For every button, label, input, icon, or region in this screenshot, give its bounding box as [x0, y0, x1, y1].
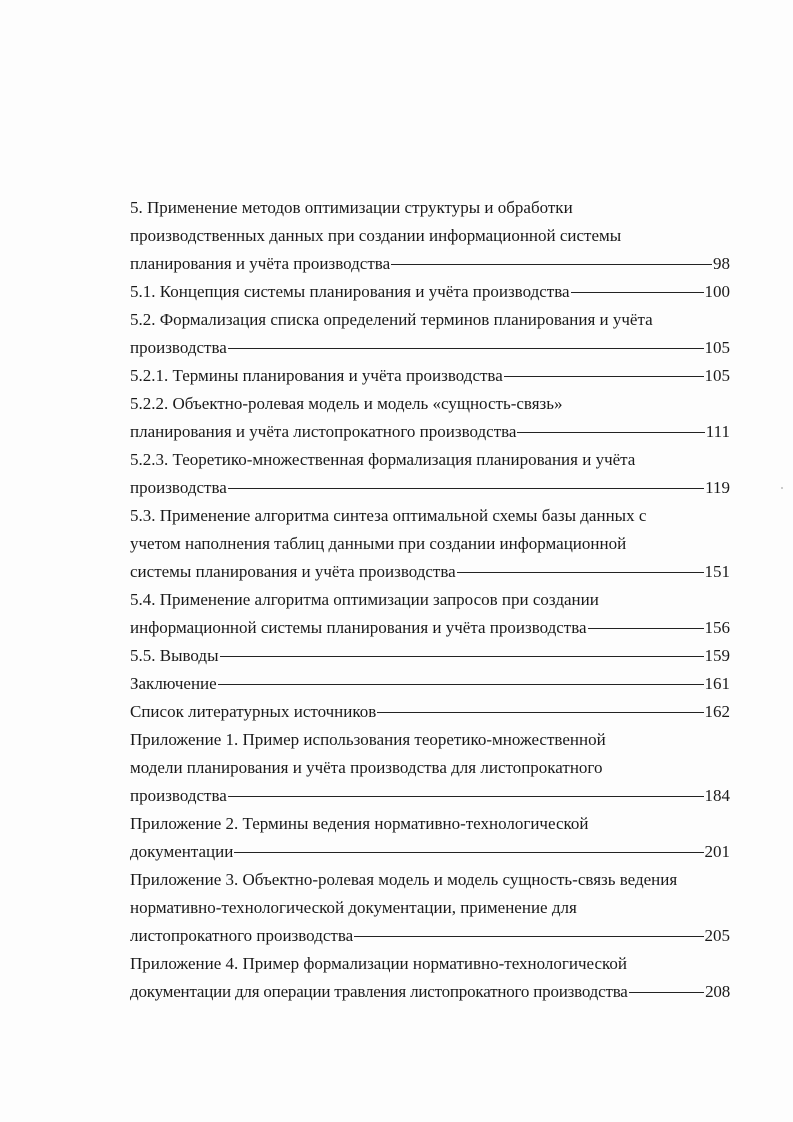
- toc-entry: [130, 866, 730, 950]
- toc-entry-line: 5.2.3. Теоретико-множественная формализация планирования и учёта: [130, 450, 636, 469]
- toc-leader-line: [228, 488, 704, 489]
- toc-entry-line: модели планирования и учёта производства для листопрокатного: [130, 758, 603, 777]
- toc-entry-title: информационной системы планирования и учёта производства: [130, 618, 587, 637]
- toc-entry-line: 5.2. Формализация списка определений терминов планирования и учёта: [130, 310, 653, 329]
- toc-entry-line: Приложение 3. Объектно-ролевая модель и модель сущность-связь ведения: [130, 870, 678, 889]
- toc-entry-line: 5.2.2. Объектно-ролевая модель и модель «сущность-связь»: [130, 394, 563, 413]
- toc-entry-title: листопрокатного производства: [130, 926, 354, 945]
- toc-entry-last-line: [130, 642, 730, 670]
- toc-entry: [130, 446, 730, 502]
- toc-page-number: 151: [704, 562, 730, 581]
- toc-entry-last-line: [130, 614, 730, 642]
- toc-page-number: 201: [704, 842, 730, 861]
- toc-entry-title: 5.2.1. Термины планирования и учёта производства: [130, 366, 503, 385]
- toc-entry-line: нормативно-технологической документации, применение для: [130, 898, 577, 917]
- toc-entry-line: Приложение 2. Термины ведения нормативно-технологической: [130, 814, 589, 833]
- toc-entry: [130, 278, 730, 306]
- toc-entry-last-line: [130, 838, 730, 866]
- toc-entry: [130, 502, 730, 586]
- toc-entry-line: 5.4. Применение алгоритма оптимизации запросов при создании: [130, 590, 599, 609]
- toc-page-number: 208: [705, 982, 730, 1001]
- toc-entry: [130, 642, 730, 670]
- toc-entry: [130, 670, 730, 698]
- toc-entry: [130, 726, 730, 810]
- toc-page-number: 159: [704, 646, 730, 665]
- toc-entry: [130, 390, 730, 446]
- toc-entry-last-line: [130, 782, 730, 810]
- toc-entry: [130, 306, 730, 362]
- toc-entry-last-line: [130, 362, 730, 390]
- toc-page-number: 161: [704, 674, 730, 693]
- toc-page-number: 119: [705, 478, 730, 497]
- toc-leader-line: [218, 684, 704, 685]
- toc-entry-title: производства: [130, 478, 227, 497]
- toc-leader-line: [629, 992, 704, 993]
- toc-entry-last-line: [130, 978, 730, 1006]
- toc-entry-title: документации: [130, 842, 234, 861]
- toc-leader-line: [457, 572, 704, 573]
- toc-entry-line: 5.3. Применение алгоритма синтеза оптимальной схемы базы данных с: [130, 506, 647, 525]
- toc-entry-last-line: [130, 474, 730, 502]
- toc-entry-line: производственных данных при создании информационной системы: [130, 226, 622, 245]
- toc-leader-line: [517, 432, 704, 433]
- toc-entry: [130, 586, 730, 642]
- toc-entry-title: производства: [130, 786, 227, 805]
- toc-entry-last-line: [130, 334, 730, 362]
- toc-page-number: 205: [704, 926, 730, 945]
- toc-entry-last-line: [130, 698, 730, 726]
- toc-entry-title: планирования и учёта листопрокатного производства: [130, 422, 517, 441]
- toc-leader-line: [228, 348, 704, 349]
- toc-page-number: 111: [705, 422, 730, 441]
- toc-entry-title: документации для операции травления листопрокатного производства: [130, 982, 628, 1001]
- toc-entry: [130, 362, 730, 390]
- toc-leader-line: [391, 264, 712, 265]
- scan-speck: [781, 487, 783, 489]
- toc-leader-line: [377, 712, 703, 713]
- toc-entry-last-line: [130, 418, 730, 446]
- toc-page-number: 98: [713, 254, 730, 273]
- toc-entry-line: Приложение 1. Пример использования теоретико-множественной: [130, 730, 606, 749]
- toc-leader-line: [228, 796, 704, 797]
- toc-entry-title: системы планирования и учёта производства: [130, 562, 456, 581]
- toc-leader-line: [504, 376, 704, 377]
- toc-page-number: 105: [704, 338, 730, 357]
- toc-leader-line: [234, 852, 703, 853]
- toc-page-number: 100: [704, 282, 730, 301]
- toc-entry-line: Приложение 4. Пример формализации нормативно-технологической: [130, 954, 628, 973]
- toc-entry: [130, 810, 730, 866]
- toc-page-number: 162: [704, 702, 730, 721]
- toc-leader-line: [220, 656, 704, 657]
- toc-entry-title: 5.1. Концепция системы планирования и учёта производства: [130, 282, 570, 301]
- toc-page-number: 156: [704, 618, 730, 637]
- toc-entry-last-line: [130, 278, 730, 306]
- toc-entry-last-line: [130, 922, 730, 950]
- toc-leader-line: [354, 936, 703, 937]
- table-of-contents: [130, 194, 730, 1006]
- toc-entry-last-line: [130, 250, 730, 278]
- toc-entry-last-line: [130, 670, 730, 698]
- toc-leader-line: [571, 292, 704, 293]
- toc-entry: [130, 950, 730, 1006]
- toc-leader-line: [588, 628, 704, 629]
- toc-entry-title: Список литературных источников: [130, 702, 377, 721]
- toc-entry-title: 5.5. Выводы: [130, 646, 219, 665]
- toc-entry-line: 5. Применение методов оптимизации структуры и обработки: [130, 198, 573, 217]
- toc-entry: [130, 698, 730, 726]
- toc-page-number: 105: [704, 366, 730, 385]
- toc-entry-title: производства: [130, 338, 227, 357]
- toc-entry-title: планирования и учёта производства: [130, 254, 391, 273]
- toc-entry-title: Заключение: [130, 674, 217, 693]
- toc-entry: [130, 194, 730, 278]
- toc-page-number: 184: [704, 786, 730, 805]
- toc-entry-last-line: [130, 558, 730, 586]
- toc-entry-line: учетом наполнения таблиц данными при создании информационной: [130, 534, 627, 553]
